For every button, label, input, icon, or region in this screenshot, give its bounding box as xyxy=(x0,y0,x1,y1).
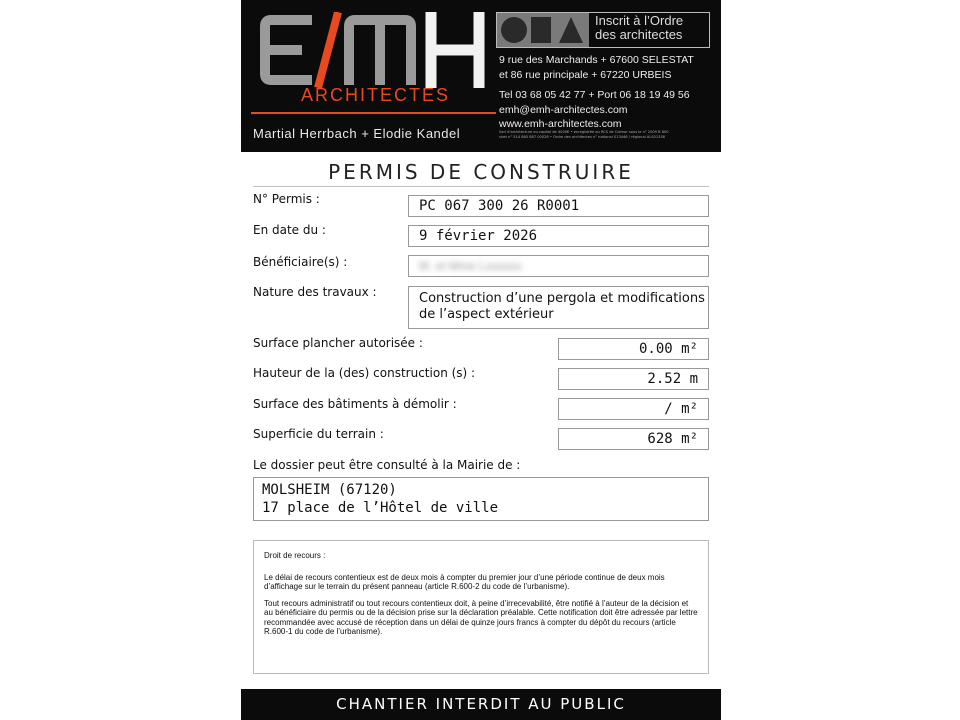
surface-plancher-label: Surface plancher autorisée : xyxy=(253,336,423,350)
panel-title: PERMIS DE CONSTRUIRE xyxy=(328,160,634,184)
mairie-address xyxy=(262,481,498,517)
nature-field xyxy=(408,286,709,329)
permis-number-field xyxy=(408,195,709,217)
footer-banner: CHANTIER INTERDIT AU PUBLIC xyxy=(241,689,721,720)
surface-plancher-value: 0.00 m² xyxy=(638,341,698,357)
hauteur-label: Hauteur de la (des) construction (s) : xyxy=(253,366,476,380)
date-field xyxy=(408,225,709,247)
contact-block xyxy=(499,53,711,132)
nature-value-line2: de l’aspect extérieur xyxy=(419,307,554,322)
superficie-value: 628 m² xyxy=(647,431,698,447)
brand-subtitle: ARCHITECTES xyxy=(301,85,451,105)
nature-value-line1: Construction d’une pergola et modifications xyxy=(419,291,705,306)
order-text-line1: Inscrit à l’Ordre xyxy=(595,13,684,28)
recours-paragraph-2: Tout recours administratif ou tout recours contentieux doit, à peine d’irrecevabilité, être notifié à l’auteur de la décision et au bénéficiaire du permis ou de la décision prise sur la déclaration préalable. Cette notification doit être adressée par lettre recommandée avec accusé de réception dans un délai de quinze jours francs à compter du dépôt du recours (article R.600-1 du code de l’urbanisme). xyxy=(264,598,698,636)
recours-notice xyxy=(253,540,709,674)
architect-header xyxy=(241,0,721,152)
address-line-1: 9 rue des Marchands + 67600 SELESTAT xyxy=(499,54,694,66)
hauteur-field xyxy=(558,368,709,390)
surface-plancher-field xyxy=(558,338,709,360)
permit-panel xyxy=(241,0,721,720)
permis-number-label: N° Permis : xyxy=(253,192,320,206)
emh-logo xyxy=(253,12,491,88)
beneficiaire-value-redacted: M. et Mme Lxxxxxx xyxy=(419,259,522,273)
superficie-label: Superficie du terrain : xyxy=(253,427,384,441)
recours-heading: Droit de recours : xyxy=(264,551,326,560)
beneficiaire-field xyxy=(408,255,709,277)
date-value: 9 février 2026 xyxy=(419,228,538,244)
order-text-line2: des architectes xyxy=(595,27,683,42)
date-label: En date du : xyxy=(253,223,326,237)
nature-value xyxy=(419,291,705,323)
recours-paragraph-1: Le délai de recours contentieux est de deux mois à compter du premier jour d’une période continue de deux mois d’affichage sur le terrain du présent panneau (article R.600-2 du code de l’urbanisme). xyxy=(264,572,665,591)
order-badge xyxy=(496,12,710,48)
order-logo-icon xyxy=(497,13,589,47)
superficie-field xyxy=(558,428,709,450)
mairie-line-2: 17 place de l’Hôtel de ville xyxy=(262,500,499,516)
demolir-field xyxy=(558,398,709,420)
order-text xyxy=(595,14,709,42)
phone-line: Tel 03 68 05 42 77 + Port 06 18 19 49 56 xyxy=(499,89,690,101)
mairie-line-1: MOLSHEIM (67120) xyxy=(262,482,397,498)
legal-line-1: Sarl d’architecture au capital de 4000€ • enregistrée au RCS de Colmar sous le n° 2009 B 800 xyxy=(499,130,669,134)
legal-mentions xyxy=(499,130,711,140)
title-divider xyxy=(253,186,709,187)
address-line-2: et 86 rue principale + 67220 URBEIS xyxy=(499,68,672,81)
permis-number-value: PC 067 300 26 R0001 xyxy=(419,198,580,214)
dossier-label: Le dossier peut être consulté à la Mairie de : xyxy=(253,458,521,472)
beneficiaire-label: Bénéficiaire(s) : xyxy=(253,255,348,269)
demolir-label: Surface des bâtiments à démolir : xyxy=(253,397,457,411)
partners-names: Martial Herrbach + Elodie Kandel xyxy=(253,126,461,141)
demolir-value: / m² xyxy=(664,401,698,417)
legal-line-2: siret n° 514 860 887 00026 • Ordre des architectes n° national S13446 / régional ALS01338 xyxy=(499,135,665,139)
mairie-field xyxy=(253,477,709,521)
website-line: www.emh-architectes.com xyxy=(499,118,622,130)
accent-divider xyxy=(251,112,496,114)
hauteur-value: 2.52 m xyxy=(647,371,698,387)
email-line: emh@emh-architectes.com xyxy=(499,103,628,116)
nature-label: Nature des travaux : xyxy=(253,285,377,299)
